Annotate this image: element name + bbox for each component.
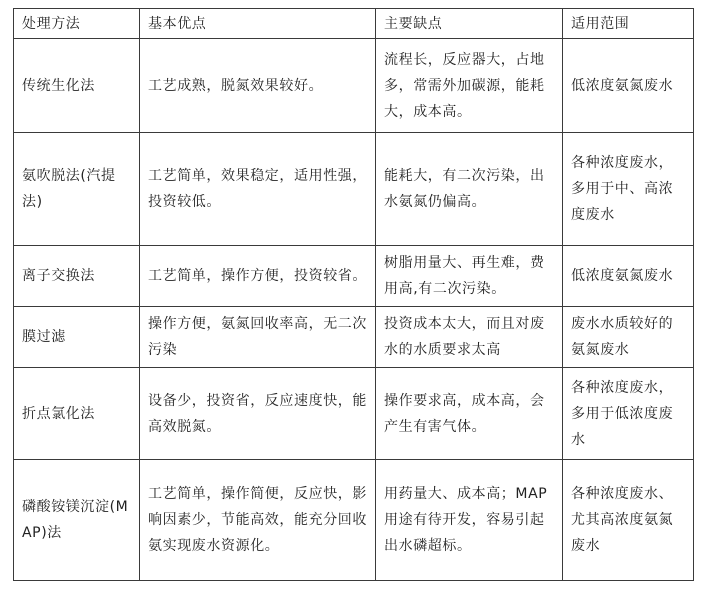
cell-advantages: 工艺简单，操作简便，反应快，影响因素少，节能高效，能充分回收氨实现废水资源化。 [140,460,376,581]
cell-method: 磷酸铵镁沉淀(MAP)法 [14,460,140,581]
table-row [14,368,694,460]
cell-advantages: 工艺简单，效果稳定，适用性强，投资较低。 [140,133,376,246]
cell-disadvantages: 用药量大、成本高；MAP用途有待开发，容易引起出水磷超标。 [376,460,563,581]
cell-scope: 各种浓度废水， 多用于低浓度废水 [563,368,694,460]
cell-disadvantages: 流程长，反应器大，占地多，常需外加碳源，能耗大，成本高。 [376,39,563,133]
cell-method: 氨吹脱法(汽提法) [14,133,140,246]
table-row [14,460,694,581]
cell-method: 折点氯化法 [14,368,140,460]
cell-method: 膜过滤 [14,307,140,368]
cell-method: 传统生化法 [14,39,140,133]
table-row [14,133,694,246]
table-row [14,246,694,307]
cell-scope: 各种浓度废水， 多用于中、高浓度废水 [563,133,694,246]
header-row [14,9,694,39]
header-scope: 适用范围 [563,9,694,39]
cell-scope: 废水水质较好的氨氮废水 [563,307,694,368]
cell-disadvantages: 树脂用量大、再生难，费用高,有二次污染。 [376,246,563,307]
comparison-table [13,8,694,581]
cell-advantages: 设备少，投资省，反应速度快，能高效脱氮。 [140,368,376,460]
table-body [14,39,694,581]
table-row [14,39,694,133]
cell-scope: 低浓度氨氮废水 [563,246,694,307]
header-method: 处理方法 [14,9,140,39]
table-header [14,9,694,39]
header-advantages: 基本优点 [140,9,376,39]
header-disadvantages: 主要缺点 [376,9,563,39]
cell-advantages: 操作方便，氨氮回收率高，无二次污染 [140,307,376,368]
cell-scope: 低浓度氨氮废水 [563,39,694,133]
cell-advantages: 工艺成熟，脱氮效果较好。 [140,39,376,133]
table-row [14,307,694,368]
cell-scope: 各种浓度废水、尤其高浓度氨氮废水 [563,460,694,581]
cell-method: 离子交换法 [14,246,140,307]
cell-disadvantages: 能耗大，有二次污染，出水氨氮仍偏高。 [376,133,563,246]
cell-disadvantages: 投资成本太大，而且对废水的水质要求太高 [376,307,563,368]
cell-advantages: 工艺简单，操作方便，投资较省。 [140,246,376,307]
cell-disadvantages: 操作要求高，成本高，会产生有害气体。 [376,368,563,460]
